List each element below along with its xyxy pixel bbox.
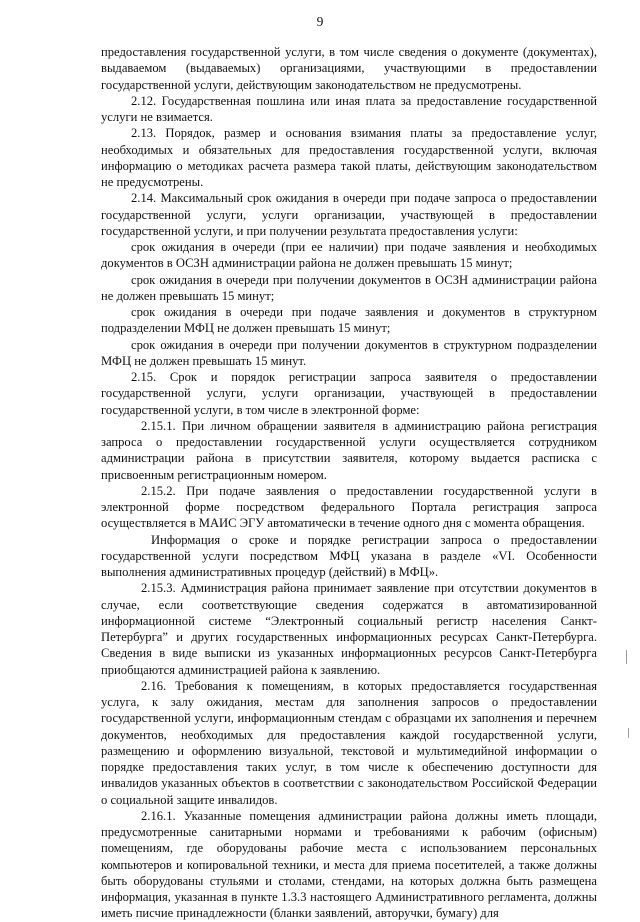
paragraph-2-15-1: 2.15.1. При личном обращении заявителя в администрацию района регистрация запроса о предоставлении государственной услуги осуществляется сотрудником администрации района в присутствии заявителя, которому выдается расписка с присвоенным регистрационным номером. [101, 418, 597, 482]
paragraph-2-15-3: 2.15.3. Администрация района принимает заявление при отсутствии документов в случае, если соответствующие сведения содержатся в автоматизированной информационной системе “Электронный социальный регистр населения Санкт-Петербурга” и других государственных информационных ресурсах Санкт-Петербурга. Сведения в виде выписки из указанных информационных ресурсов Санкт-Петербурга приобщаются администрацией района к заявлению. [101, 581, 597, 677]
list-item-queue-submission-oszn: срок ожидания в очереди (при ее наличии) при подаче заявления и необходимых документов в ОСЗН администрации района не должен превышать 15 минут; [101, 240, 597, 271]
list-item-queue-submission-mfc: срок ожидания в очереди при подаче заявления и документов в структурном подразделении МФЦ не должен превышать 15 минут; [101, 305, 597, 336]
paragraph-2-16: 2.16. Требования к помещениям, в которых предоставляется государственная услуга, к залу ожидания, местам для заполнения запросов о предоставлении государственной услуги, информационным стендам с образцами их заполнения и перечнем документов, необходимых для предоставления каждой государственной услуги, размещению и оформлению визуальной, текстовой и мультимедийной информации о порядке предоставления таких услуг, в том числе к обеспечению доступности для инвалидов указанных объектов в соответствии с законодательством Российской Федерации о социальной защите инвалидов. [101, 678, 597, 807]
paragraph-2-12: 2.12. Государственная пошлина или иная плата за предоставление государственной услуги не взимается. [101, 93, 597, 124]
paragraph-2-15: 2.15. Срок и порядок регистрации запроса заявителя о предоставлении государственной услуги, услуги организации, участвующей в предоставлении государственной услуги, в том числе в электронной форме: [101, 370, 597, 417]
list-item-queue-receipt-oszn: срок ожидания в очереди при получении документов в ОСЗН администрации района не должен превышать 15 минут; [101, 272, 597, 303]
paragraph-2-15-2: 2.15.2. При подаче заявления о предоставлении государственной услуги в электронной форме посредством федерального Портала регистрация запроса осуществляется в МАИС ЭГУ автоматически в течение одного дня с момента обращения. [101, 483, 597, 531]
margin-scan-mark [626, 650, 627, 664]
page-number: 9 [316, 14, 324, 29]
document-body [101, 44, 597, 922]
paragraph-2-16-1: 2.16.1. Указанные помещения администрации района должны иметь площади, предусмотренные санитарными нормами и требованиями к рабочим (офисным) помещениям, где оборудованы рабочие места с использованием персональных компьютеров и копировальной техники, и места для приема посетителей, а также должны быть оборудованы стульями и столами, стендами, на которых должна быть размещена информация, указанная в пункте 1.3.3 настоящего Административного регламента, должны иметь писчие принадлежности (бланки заявлений, авторучки, бумагу) для [101, 808, 597, 921]
paragraph-2-14: 2.14. Максимальный срок ожидания в очереди при подаче запроса о предоставлении государственной услуги, услуги организации, участвующей в предоставлении государственной услуги, и при получении результата предоставления услуги: [101, 191, 597, 238]
list-item-queue-receipt-mfc: срок ожидания в очереди при получении документов в структурном подразделении МФЦ не должен превышать 15 минут. [101, 337, 597, 368]
paragraph-2-13: 2.13. Порядок, размер и основания взимания платы за предоставление услуг, необходимых и обязательных для предоставления государственной услуги, включая информацию о методиках расчета размера такой платы, действующим законодательством не предусмотрены. [101, 126, 597, 189]
paragraph-2-15-2-info: Информация о сроке и порядке регистрации запроса о предоставлении государственной услуги посредством МФЦ указана в разделе «VI. Особенности выполнения административных процедур (действий) в МФЦ». [101, 532, 597, 579]
margin-scan-mark [628, 728, 629, 738]
paragraph-continuation: предоставления государственной услуги, в том числе сведения о документе (документах), выдаваемом (выдаваемых) организациями, участвующими в предоставлении государственной услуги, действующим законодательством не предусмотрены. [101, 45, 597, 92]
